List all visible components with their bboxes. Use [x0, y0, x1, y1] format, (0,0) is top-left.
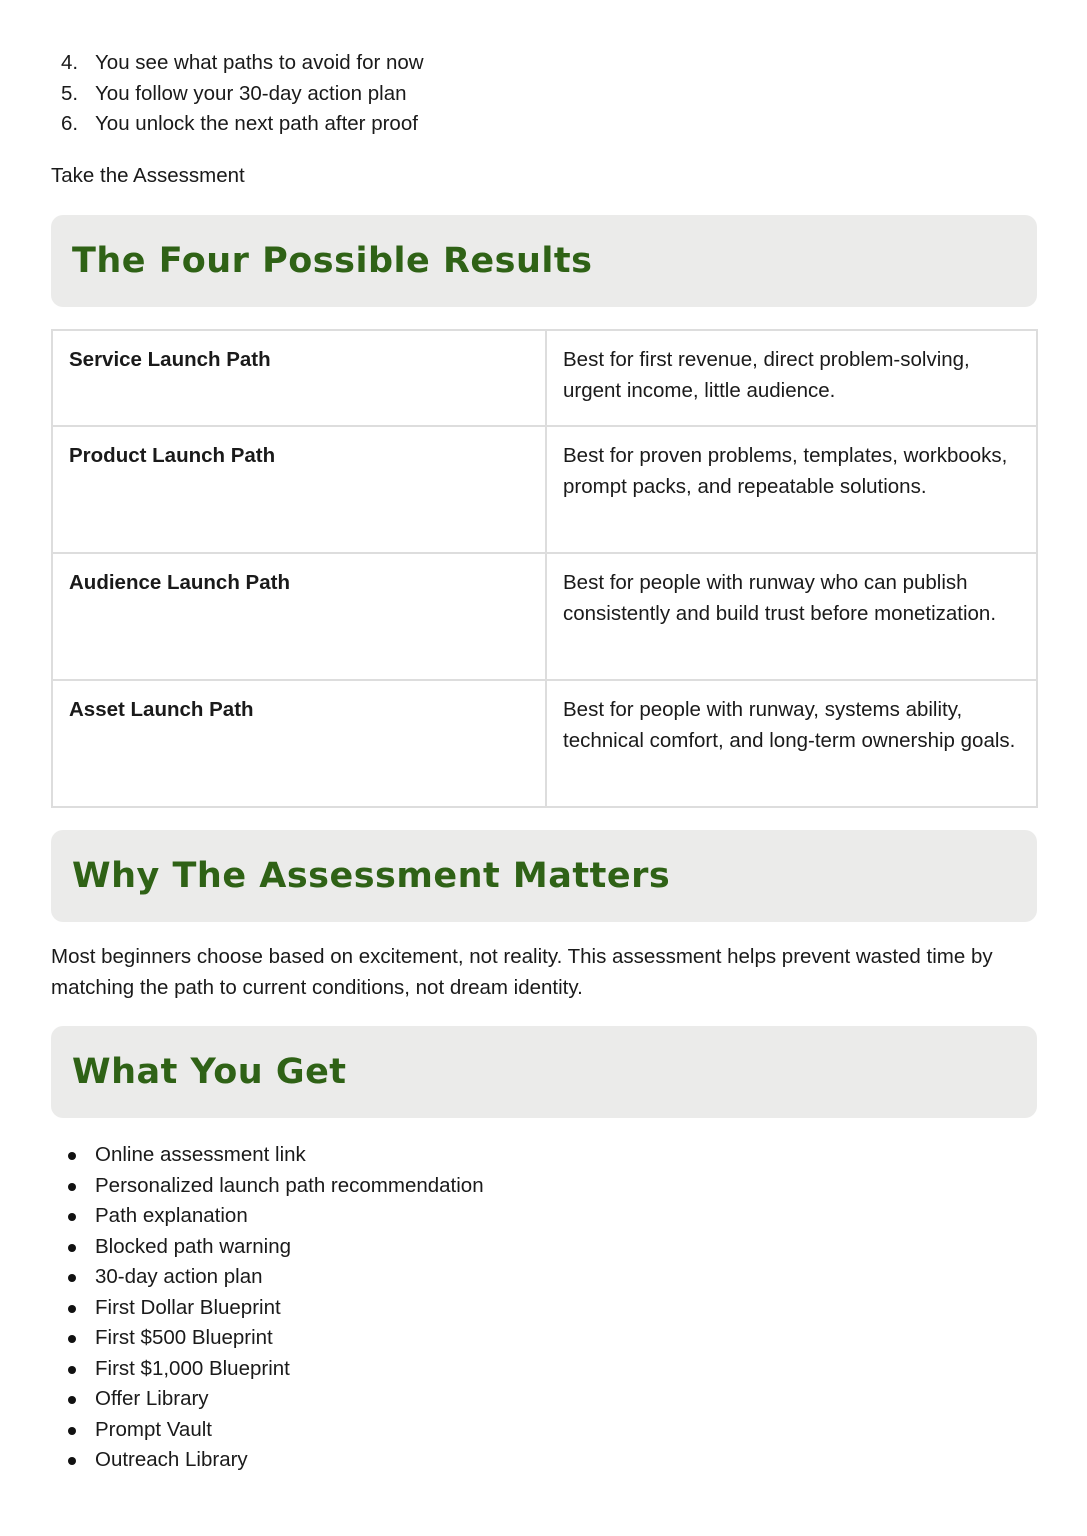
list-item-text: You unlock the next path after proof	[95, 112, 418, 135]
list-item: Path explanation	[51, 1201, 1037, 1232]
list-item: Online assessment link	[51, 1140, 1037, 1171]
list-item	[51, 48, 1037, 79]
list-item: First Dollar Blueprint	[51, 1293, 1037, 1324]
path-description-cell: Best for people with runway who can publish consistently and build trust before monetization.	[546, 553, 1037, 680]
section-header-get	[51, 1026, 1037, 1118]
table-row	[52, 553, 1037, 680]
section-header-results	[51, 215, 1037, 307]
path-name-cell: Asset Launch Path	[52, 680, 546, 807]
take-assessment-text: Take the Assessment	[51, 163, 245, 187]
list-item-text: You see what paths to avoid for now	[95, 51, 424, 74]
section-heading: What You Get	[72, 1051, 347, 1092]
list-item: Prompt Vault	[51, 1415, 1037, 1446]
section-heading: Why The Assessment Matters	[72, 855, 671, 896]
list-item: Blocked path warning	[51, 1232, 1037, 1263]
list-item: 30-day action plan	[51, 1262, 1037, 1293]
list-item: Personalized launch path recommendation	[51, 1171, 1037, 1202]
section-header-why	[51, 830, 1037, 922]
list-item: First $500 Blueprint	[51, 1323, 1037, 1354]
list-item: First $1,000 Blueprint	[51, 1354, 1037, 1385]
table-row	[52, 680, 1037, 807]
path-description-cell: Best for proven problems, templates, workbooks, prompt packs, and repeatable solutions.	[546, 426, 1037, 553]
path-name-cell: Service Launch Path	[52, 330, 546, 426]
path-description-cell: Best for people with runway, systems ability, technical comfort, and long-term ownership goals.	[546, 680, 1037, 807]
list-item	[51, 79, 1037, 110]
list-item: Offer Library	[51, 1384, 1037, 1415]
path-name-cell: Product Launch Path	[52, 426, 546, 553]
list-item-text: You follow your 30-day action plan	[95, 81, 407, 105]
list-number: 6.	[61, 112, 79, 135]
list-number: 4.	[61, 51, 79, 74]
list-number: 5.	[61, 81, 79, 105]
document-page	[51, 48, 1037, 1476]
section-heading: The Four Possible Results	[72, 240, 593, 281]
table-row	[52, 330, 1037, 426]
list-item	[51, 109, 1037, 140]
what-you-get-list	[51, 1140, 1037, 1476]
path-name-cell: Audience Launch Path	[52, 553, 546, 680]
table-row	[52, 426, 1037, 553]
list-item: Outreach Library	[51, 1445, 1037, 1476]
why-paragraph: Most beginners choose based on excitement, not reality. This assessment helps prevent wasted time by matching the path to current conditions, not dream identity.	[51, 945, 993, 999]
steps-list	[51, 48, 1037, 140]
path-description-cell: Best for first revenue, direct problem-solving, urgent income, little audience.	[546, 330, 1037, 426]
results-table	[51, 329, 1038, 808]
